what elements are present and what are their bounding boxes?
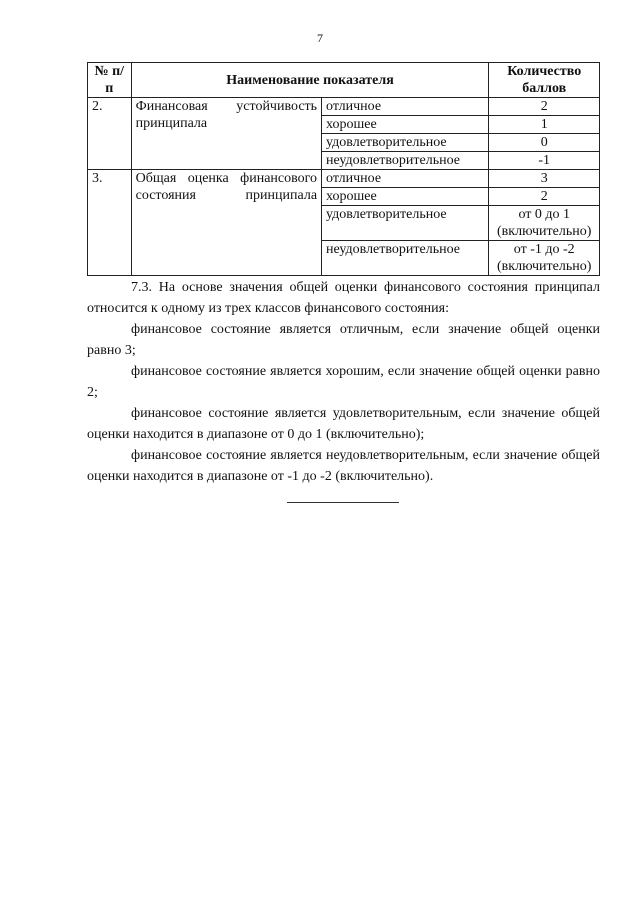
- paragraph-unsatisfactory: [87, 445, 600, 487]
- paragraph-text: финансовое состояние является хорошим, если значение общей оценки равно 2;: [87, 364, 600, 400]
- header-score: Количество баллов: [489, 63, 600, 98]
- paragraph-text: финансовое состояние является удовлетворительным, если значение общей оценки находится в диапазоне от 0 до 1 (включительно);: [87, 406, 600, 442]
- paragraph-text: финансовое состояние является отличным, если значение общей оценки равно 3;: [87, 322, 600, 358]
- header-num: № п/п: [88, 63, 132, 98]
- end-divider: [287, 502, 399, 503]
- level-cell: хорошее: [322, 116, 489, 134]
- score-cell: 0: [489, 134, 600, 152]
- score-cell: -1: [489, 152, 600, 170]
- score-cell: 3: [489, 170, 600, 188]
- indicator-name: Общая оценка финансового состояния принципала: [131, 170, 321, 276]
- score-cell: 1: [489, 116, 600, 134]
- level-cell: удовлетворительное: [322, 206, 489, 241]
- level-cell: неудовлетворительное: [322, 152, 489, 170]
- paragraph-excellent: [87, 319, 600, 361]
- level-cell: отличное: [322, 170, 489, 188]
- score-cell: от 0 до 1 (включительно): [489, 206, 600, 241]
- table-header-row: [88, 63, 600, 98]
- indicator-name: Финансовая устойчивость принципала: [131, 98, 321, 170]
- level-cell: удовлетворительное: [322, 134, 489, 152]
- score-cell: 2: [489, 98, 600, 116]
- page-number: 7: [317, 31, 323, 45]
- score-table: [87, 62, 600, 276]
- paragraph-satisfactory: [87, 403, 600, 445]
- paragraph-7-3: [87, 277, 600, 319]
- row-num: 3.: [88, 170, 132, 276]
- score-cell: 2: [489, 188, 600, 206]
- level-cell: хорошее: [322, 188, 489, 206]
- level-cell: неудовлетворительное: [322, 241, 489, 276]
- table-row: [88, 98, 600, 116]
- paragraph-text: 7.3. На основе значения общей оценки финансового состояния принципал относится к одному из трех классов финансового состояния:: [87, 280, 600, 316]
- table-row: [88, 170, 600, 188]
- score-cell: от -1 до -2 (включительно): [489, 241, 600, 276]
- header-name: Наименование показателя: [131, 63, 489, 98]
- row-num: 2.: [88, 98, 132, 170]
- paragraph-text: финансовое состояние является неудовлетворительным, если значение общей оценки находится в диапазоне от -1 до -2 (включительно).: [87, 448, 600, 484]
- paragraph-good: [87, 361, 600, 403]
- level-cell: отличное: [322, 98, 489, 116]
